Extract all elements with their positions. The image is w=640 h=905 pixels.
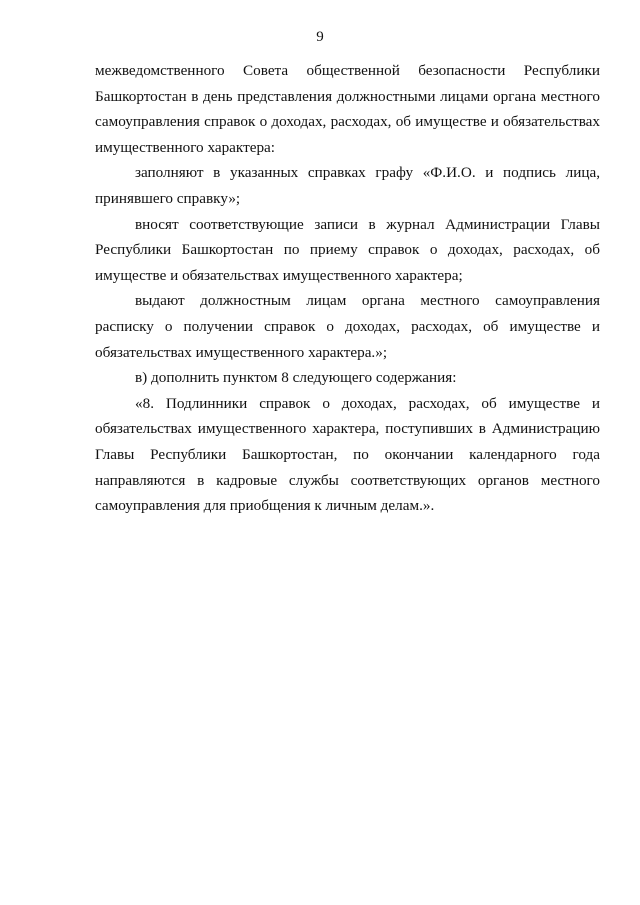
document-body	[95, 58, 600, 519]
page-number: 9	[316, 29, 324, 45]
paragraph-issue-receipt: выдают должностным лицам органа местного самоуправления расписку о получении справок о доходах, расходах, об имуществе и обязательствах имущественного характера.»;	[95, 292, 600, 361]
paragraph-journal-entries: вносят соответствующие записи в журнал Администрации Главы Республики Башкортостан по приему справок о доходах, расходах, об имуществе и обязательствах имущественного характера;	[95, 215, 600, 284]
paragraph-item-8: «8. Подлинники справок о доходах, расходах, об имуществе и обязательствах имущественного характера, поступивших в Администрацию Главы Республики Башкортостан, по окончании календарного года направляются в кадровые службы соответствующих органов местного самоуправления для приобщения к личным делам.».	[95, 394, 600, 515]
paragraph-fill-in-forms: заполняют в указанных справках графу «Ф.И.О. и подпись лица, принявшего справку»;	[95, 164, 600, 207]
paragraph-add-item-8: в) дополнить пунктом 8 следующего содержания:	[135, 369, 457, 387]
paragraph-continuation: межведомственного Совета общественной безопасности Республики Башкортостан в день представления должностными лицами органа местного самоуправления справок о доходах, расходах, об имуществе и обязательствах имущественного характера:	[95, 62, 600, 156]
